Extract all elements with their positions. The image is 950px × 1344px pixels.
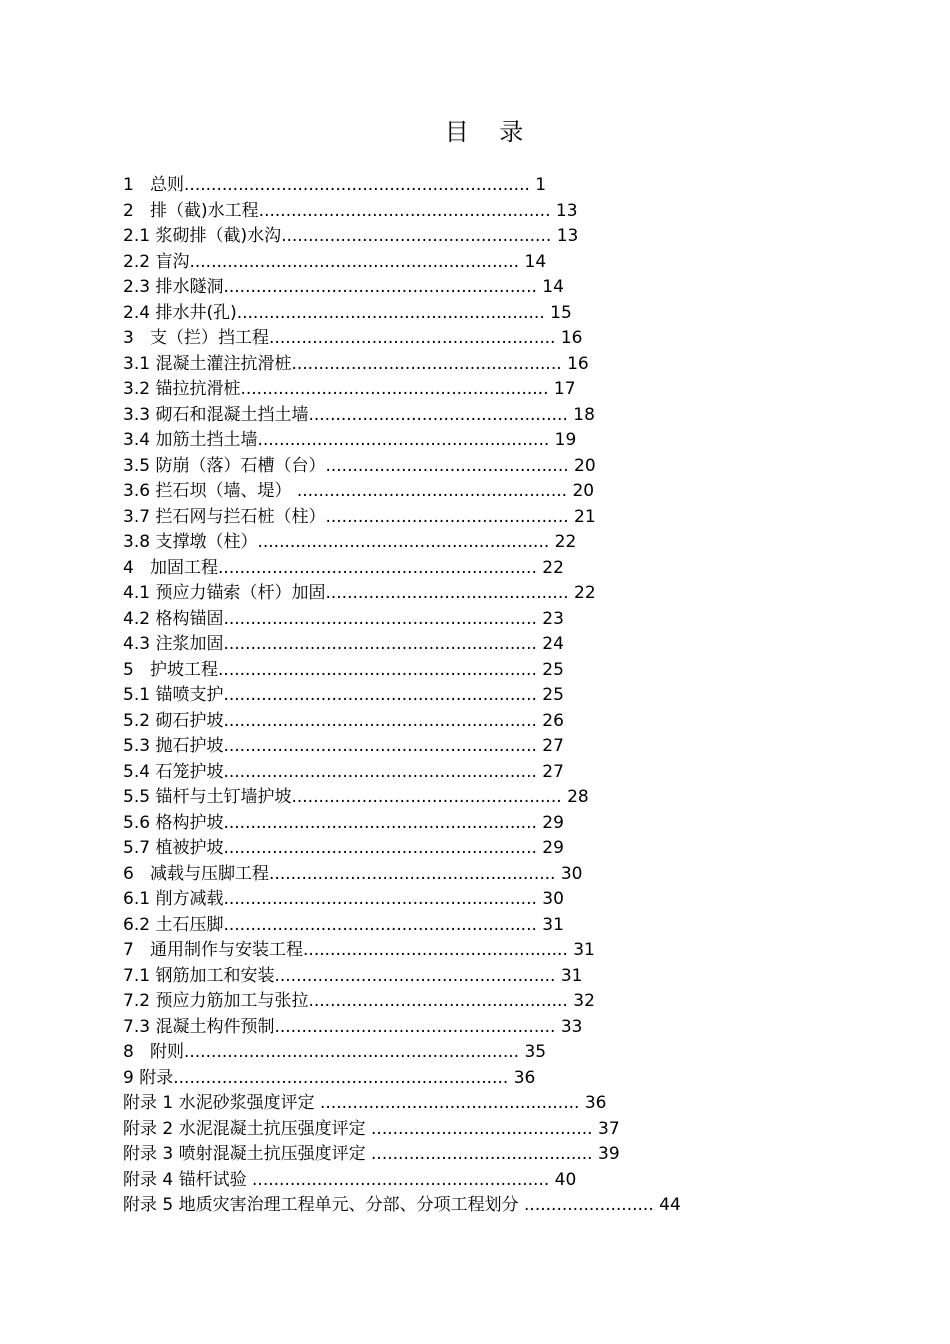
toc-entry-leader: ......................................................: [257, 532, 550, 552]
toc-entry-page: 13: [555, 200, 578, 221]
toc-entry-label: 5.4 石笼护坡: [123, 761, 224, 782]
toc-entry[interactable]: [123, 1015, 681, 1041]
toc-entry[interactable]: [123, 709, 681, 735]
toc-entry[interactable]: [123, 454, 681, 480]
toc-entry[interactable]: [123, 301, 681, 327]
toc-entry-leader: ...........................................................: [218, 659, 537, 680]
toc-entry-label: 7 通用制作与安装工程: [123, 940, 304, 960]
toc-entry-page: 16: [560, 328, 583, 348]
toc-entry-page: 15: [550, 302, 572, 323]
toc-entry-leader: ........................: [524, 1195, 654, 1215]
toc-entry[interactable]: [123, 428, 681, 454]
toc-entry-leader: ..................................................: [291, 787, 562, 807]
toc-entry-leader: .....................................................: [269, 328, 556, 348]
toc-entry-label: 5.2 砌石护坡: [123, 710, 224, 731]
toc-entry-label: 2.1 浆砌排（截)水沟: [123, 226, 282, 246]
toc-entry[interactable]: [123, 989, 681, 1015]
toc-entry-leader: .........................................................: [236, 302, 545, 323]
toc-entry-page: 27: [542, 761, 564, 782]
toc-entry-page: 37: [598, 1118, 620, 1139]
toc-entry[interactable]: [123, 862, 681, 888]
toc-entry-page: 23: [542, 608, 564, 629]
toc-entry-page: 31: [542, 914, 564, 935]
toc-entry-page: 36: [513, 1067, 536, 1088]
toc-entry-page: 44: [659, 1195, 681, 1215]
toc-entry[interactable]: [123, 760, 681, 786]
toc-entry-label: 3.3 砌石和混凝土挡土墙: [123, 404, 309, 425]
toc-entry[interactable]: [123, 836, 681, 862]
toc-entry-page: 27: [542, 736, 564, 756]
toc-entry-label: 5 护坡工程: [123, 659, 219, 680]
toc-entry-leader: ..........................................................: [223, 736, 537, 756]
toc-entry-label: 2.3 排水隧洞: [123, 277, 224, 297]
toc-entry-label: 5.3 抛石护坡: [123, 736, 224, 756]
toc-entry[interactable]: [123, 607, 681, 633]
toc-entry-page: 31: [573, 940, 595, 960]
toc-entry-leader: ..........................................................: [223, 838, 537, 858]
toc-entry-page: 1: [535, 175, 547, 195]
toc-entry-leader: ...........................................................: [218, 557, 537, 578]
toc-entry-leader: ..............................................................: [173, 1067, 509, 1088]
toc-entry-page: 17: [553, 379, 576, 399]
toc-entry-label: 7.1 钢筋加工和安装: [123, 965, 275, 986]
toc-entry-label: 3.7 拦石网与拦石桩（柱）: [123, 506, 326, 527]
toc-entry-page: 29: [542, 812, 564, 833]
toc-entry-label: 4.1 预应力锚索（杆）加固: [123, 583, 326, 603]
toc-entry-leader: .............................................: [325, 583, 569, 603]
toc-entry[interactable]: [123, 1066, 681, 1092]
toc-entry-page: 16: [567, 353, 589, 374]
toc-entry-leader: ................................................: [308, 404, 568, 425]
toc-entry-leader: .................................................: [303, 940, 568, 960]
toc-entry-leader: .......................................................: [252, 1169, 550, 1190]
toc-entry-label: 附录 5 地质灾害治理工程单元、分部、分项工程划分: [123, 1195, 525, 1215]
toc-entry-leader: ..........................................................: [223, 277, 537, 297]
toc-entry-page: 32: [573, 991, 595, 1011]
toc-entry-label: 2 排（截)水工程: [123, 200, 259, 221]
toc-entry-leader: .............................................: [325, 455, 569, 476]
toc-entry[interactable]: [123, 581, 681, 607]
toc-entry-leader: .............................................: [325, 506, 569, 527]
toc-entry-label: 5.6 格构护坡: [123, 812, 224, 833]
toc-entry-leader: .........................................: [371, 1144, 593, 1164]
toc-entry-leader: ..................................................: [291, 353, 562, 374]
toc-entry-leader: ..........................................................: [223, 761, 537, 782]
toc-entry-leader: ......................................................: [258, 200, 551, 221]
toc-entry-page: 31: [560, 965, 583, 986]
toc-entry-page: 22: [542, 557, 564, 578]
toc-entry[interactable]: [123, 275, 681, 301]
toc-entry-page: 21: [574, 506, 596, 527]
toc-entry[interactable]: [123, 1040, 681, 1066]
toc-entry-leader: ................................................................: [184, 175, 530, 195]
toc-entry-label: 6.1 削方减载: [123, 889, 224, 909]
toc-entry-label: 6 减载与压脚工程: [123, 863, 270, 884]
toc-entry-label: 3 支（拦）挡工程: [123, 328, 270, 348]
toc-entry-leader: ..........................................................: [223, 812, 537, 833]
toc-entry[interactable]: [123, 224, 681, 250]
toc-entry-leader: ..........................................................: [223, 710, 537, 731]
toc-entry-page: 13: [556, 226, 579, 246]
toc-entry[interactable]: [123, 887, 681, 913]
toc-entry-page: 18: [573, 404, 595, 425]
toc-entry[interactable]: [123, 683, 681, 709]
toc-entry-page: 22: [574, 583, 596, 603]
toc-entry[interactable]: [123, 250, 681, 276]
toc-entry[interactable]: [123, 632, 681, 658]
toc-entry-leader: ..............................................................: [184, 1042, 520, 1062]
toc-entry[interactable]: [123, 658, 681, 684]
toc-entry[interactable]: [123, 377, 681, 403]
toc-entry[interactable]: [123, 811, 681, 837]
toc-entry-label: 附录 3 喷射混凝土抗压强度评定: [123, 1144, 372, 1164]
toc-entry-leader: ....................................................: [274, 1016, 556, 1037]
toc-entry-label: 5.1 锚喷支护: [123, 685, 224, 705]
toc-entry[interactable]: [123, 1091, 681, 1117]
toc-entry-label: 3.2 锚拉抗滑桩: [123, 379, 241, 399]
toc-entry-leader: ..................................................: [296, 481, 568, 501]
toc-entry-page: 14: [524, 251, 547, 272]
toc-entry-page: 20: [572, 481, 595, 501]
toc-entry[interactable]: [123, 785, 681, 811]
toc-entry-page: 36: [584, 1093, 607, 1113]
toc-entry-leader: ..................................................: [281, 226, 552, 246]
toc-entry-label: 8 附则: [123, 1042, 185, 1062]
toc-entry-label: 3.1 混凝土灌注抗滑桩: [123, 353, 292, 374]
toc-entry-page: 25: [542, 685, 564, 705]
toc-entry[interactable]: [123, 913, 681, 939]
toc-entry-page: 30: [560, 863, 583, 884]
toc-entry-label: 4.3 注浆加固: [123, 634, 224, 654]
toc-entry-leader: ..........................................................: [223, 608, 537, 629]
toc-entry-page: 33: [560, 1016, 583, 1037]
toc-entry-page: 22: [554, 532, 577, 552]
toc-entry[interactable]: [123, 1142, 681, 1168]
toc-entry-leader: .........................................: [371, 1118, 593, 1139]
toc-entry[interactable]: [123, 1117, 681, 1143]
toc-entry[interactable]: [123, 352, 681, 378]
toc-entry-leader: ................................................: [320, 1093, 580, 1113]
toc-entry-label: 3.5 防崩（落）石槽（台）: [123, 455, 326, 476]
toc-entry-leader: .....................................................: [269, 863, 556, 884]
toc-entry-leader: ....................................................: [274, 965, 556, 986]
toc-entry[interactable]: [123, 1168, 681, 1194]
toc-entry-page: 20: [574, 455, 596, 476]
toc-entry-page: 19: [554, 430, 577, 450]
toc-entry-page: 14: [542, 277, 564, 297]
toc-entry-page: 28: [567, 787, 589, 807]
toc-entry-label: 3.8 支撑墩（柱）: [123, 532, 258, 552]
toc-entry-label: 3.6 拦石坝（墙、堤）: [123, 481, 297, 501]
toc-entry[interactable]: [123, 173, 681, 199]
toc-entry[interactable]: [123, 734, 681, 760]
toc-entry[interactable]: [123, 530, 681, 556]
toc-entry-label: 2.4 排水井(孔): [123, 302, 237, 323]
toc-entry[interactable]: [123, 964, 681, 990]
toc-entry-label: 2.2 盲沟: [123, 251, 190, 272]
toc-entry[interactable]: [123, 938, 681, 964]
toc-entry-leader: ................................................: [308, 991, 568, 1011]
toc-entry-page: 24: [542, 634, 564, 654]
toc-entry-label: 4 加固工程: [123, 557, 219, 578]
toc-entry-label: 5.5 锚杆与土钉墙护坡: [123, 787, 292, 807]
toc-entry-page: 39: [598, 1144, 620, 1164]
toc-entry-page: 40: [554, 1169, 577, 1190]
toc-entry-page: 30: [542, 889, 564, 909]
toc-entry-label: 4.2 格构锚固: [123, 608, 224, 629]
toc-entry[interactable]: [123, 199, 681, 225]
toc-entry[interactable]: [123, 326, 681, 352]
toc-entry-leader: ..........................................................: [223, 634, 537, 654]
page-title: 目 录: [444, 118, 524, 146]
toc-entry-leader: ..........................................................: [223, 914, 537, 935]
toc-entry-label: 7.2 预应力筋加工与张拉: [123, 991, 309, 1011]
toc-entry-label: 附录 1 水泥砂浆强度评定: [123, 1093, 321, 1113]
toc-entry-page: 29: [542, 838, 564, 858]
table-of-contents: [123, 173, 681, 1219]
toc-entry-label: 3.4 加筋土挡土墙: [123, 430, 258, 450]
toc-entry-label: 6.2 土石压脚: [123, 914, 224, 935]
toc-entry[interactable]: [123, 505, 681, 531]
toc-entry[interactable]: [123, 1193, 681, 1219]
toc-entry-leader: .........................................................: [240, 379, 549, 399]
toc-entry[interactable]: [123, 556, 681, 582]
toc-entry-label: 7.3 混凝土构件预制: [123, 1016, 275, 1037]
toc-entry-label: 5.7 植被护坡: [123, 838, 224, 858]
toc-entry-leader: ..........................................................: [223, 685, 537, 705]
toc-entry-leader: .............................................................: [189, 251, 520, 272]
toc-entry-page: 35: [524, 1042, 547, 1062]
toc-entry-page: 26: [542, 710, 564, 731]
toc-entry[interactable]: [123, 403, 681, 429]
toc-entry[interactable]: [123, 479, 681, 505]
toc-entry-label: 附录 4 锚杆试验: [123, 1169, 253, 1190]
toc-entry-leader: ......................................................: [257, 430, 550, 450]
toc-entry-label: 附录 2 水泥混凝土抗压强度评定: [123, 1118, 372, 1139]
toc-entry-label: 9 附录: [123, 1067, 174, 1088]
toc-entry-page: 25: [542, 659, 564, 680]
toc-entry-label: 1 总则: [123, 175, 185, 195]
toc-entry-leader: ..........................................................: [223, 889, 537, 909]
